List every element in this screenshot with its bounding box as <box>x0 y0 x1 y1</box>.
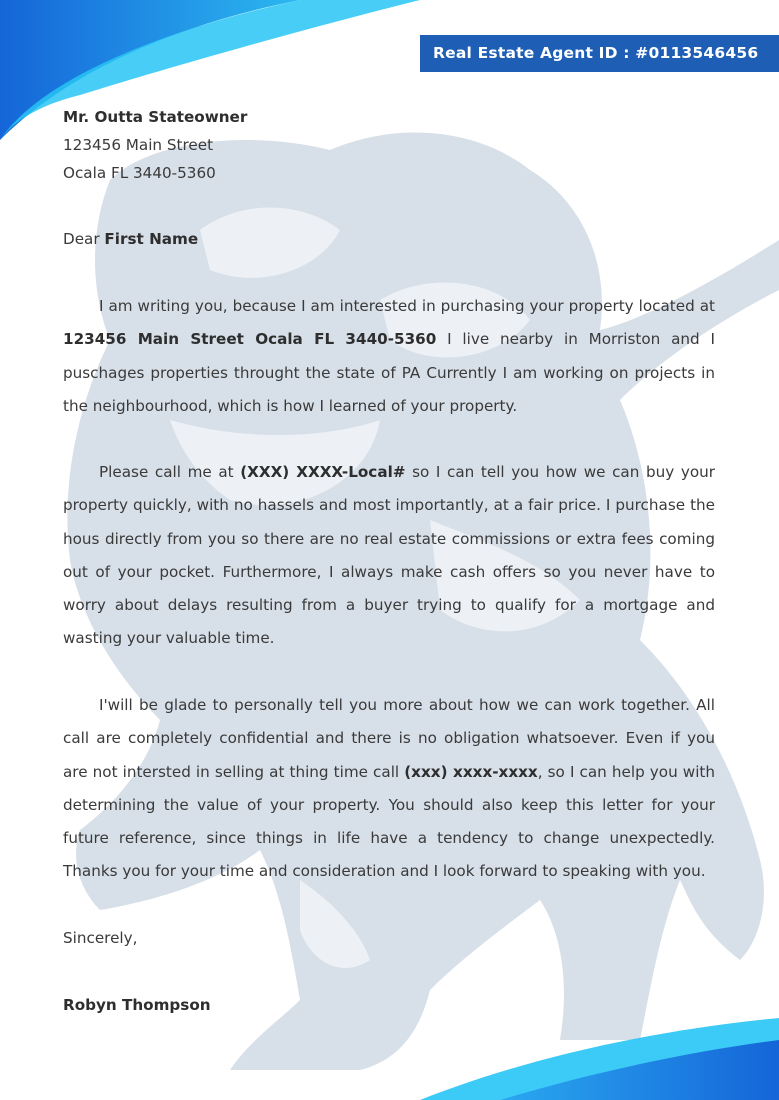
agent-id-banner: Real Estate Agent ID : #0113546456 <box>420 35 779 72</box>
salutation-name: First Name <box>104 230 199 248</box>
recipient-address <box>63 104 715 187</box>
paragraph-1-body: I live nearby in Morriston and I puschages properties throught the state of PA Currently I am working on projects in the neighbourhood, which is how I learned of your property. <box>63 330 715 415</box>
property-address: 123456 Main Street Ocala FL 3440-5360 <box>63 330 437 349</box>
paragraph-3 <box>63 689 715 889</box>
paragraph-3-intro: I'will be glade to personally tell you more about how we can work together. All call are completely confidential and there is no obligation whatsoever. Even if you are not intersted in selling at thing time call <box>63 696 715 781</box>
paragraph-2-body: so I can tell you how we can buy your property quickly, with no hassels and most importantly, at a fair price. I purchase the hous directly from you so there are no real estate commissions or extra fees coming out of your pocket. Furthermore, I always make cash offers so you never have to worry about delays resulting from a buyer trying to qualify for a mortgage and wasting your valuable time. <box>63 463 715 648</box>
recipient-name: Mr. Outta Stateowner <box>63 108 248 126</box>
salutation-prefix: Dear <box>63 230 105 248</box>
phone-number: (xxx) xxxx-xxxx <box>404 762 538 781</box>
recipient-street: 123456 Main Street <box>63 135 214 154</box>
paragraph-1-intro: I am writing you, because I am interested in purchasing your property located at <box>99 297 715 315</box>
closing: Sincerely, <box>63 929 138 947</box>
paragraph-2-intro: Please call me at <box>99 463 241 481</box>
paragraph-3-body: , so I can help you with determining the value of your property. You should also keep this letter for your future reference, since things in life have a tendency to change unexpectedly. Thanks you for your time and consideration and I look forward to speaking with you. <box>63 762 716 881</box>
paragraph-2 <box>63 456 715 656</box>
salutation <box>63 226 715 253</box>
phone-number-local: (XXX) XXXX-Local# <box>240 463 406 481</box>
signature-name: Robyn Thompson <box>63 996 211 1014</box>
paragraph-1 <box>63 290 715 423</box>
recipient-city: Ocala FL 3440-5360 <box>63 163 216 182</box>
